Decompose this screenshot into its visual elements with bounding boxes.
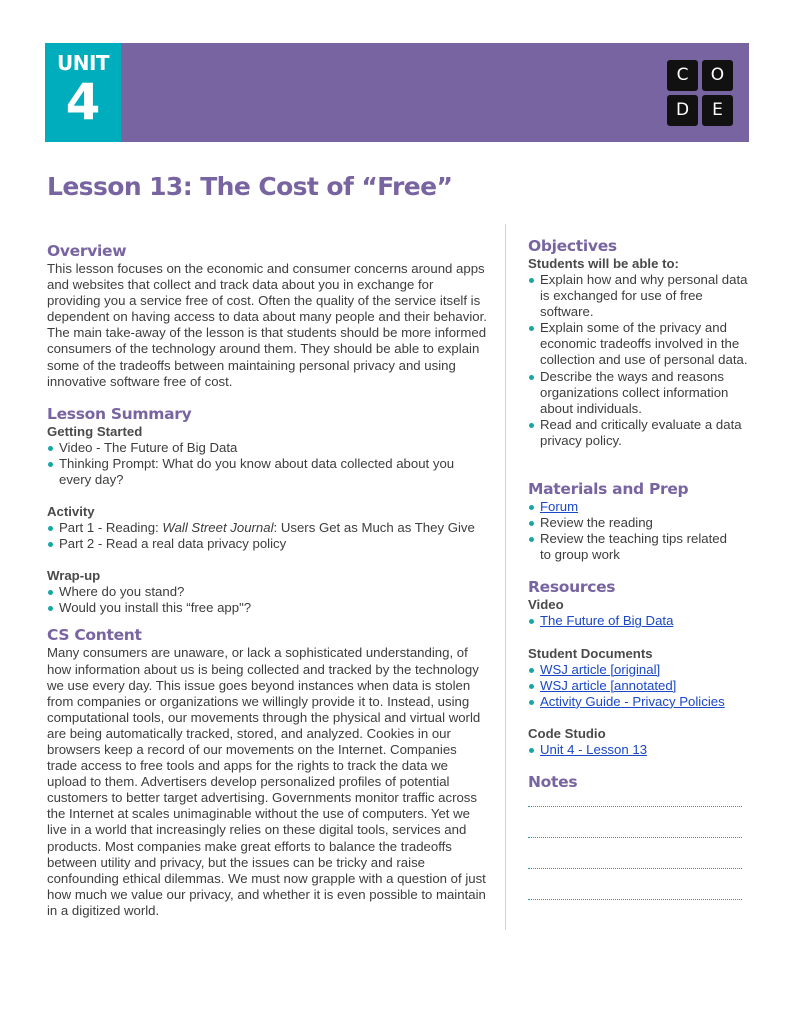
list-item: Review the teaching tips related to group work [528,531,740,563]
unit-badge [45,43,121,142]
unit-number: 4 [65,73,101,131]
list-item: Describe the ways and reasons organizations collect information about individuals. [528,369,748,417]
objectives-heading: Objectives [528,237,617,255]
getting-started-list [47,440,492,488]
logo-tile-o: O [702,60,733,91]
notes-line[interactable] [528,792,742,807]
objectives-section [528,236,748,449]
activity-item-suffix: : Users Get as Much as They Give [273,520,475,536]
list-item: Video - The Future of Big Data [47,440,492,456]
list-item: Would you install this “free app"? [47,600,492,616]
activity-item-prefix: Part 1 - Reading: [59,520,163,536]
list-item [528,499,748,515]
code-logo [667,60,733,126]
cs-content-section [47,625,492,919]
list-item [47,520,492,536]
right-column [528,236,748,900]
cs-content-heading: CS Content [47,626,142,645]
notes-heading: Notes [528,772,578,791]
left-column [47,241,492,919]
wrap-up-heading: Wrap-up [47,568,101,584]
materials-heading: Materials and Prep [528,480,689,499]
logo-tile-d: D [667,95,698,126]
list-item: Read and critically evaluate a data privacy policy. [528,417,748,449]
column-divider [505,224,506,930]
list-item: Part 2 - Read a real data privacy policy [47,536,492,552]
unit-banner [45,43,749,142]
list-item: Explain some of the privacy and economic tradeoffs involved in the collection and use of personal data. [528,320,748,368]
list-item [528,613,748,629]
resources-section [528,577,748,757]
activity-guide-link[interactable]: Activity Guide - Privacy Policies [540,693,725,709]
list-item [528,742,748,758]
list-item [528,694,748,710]
cs-content-text: Many consumers are unaware, or lack a sophisticated understanding, of how information about us is being collected and tracked by the technology we use every day. This issue goes beyond instances when data is stolen from companies or organizations we willingly provide it to. Instead, using computational tools, our movements through the physical and virtual world are being automatically tracked, stored, and analyzed. Cookies in our browsers keep a record of our movements on the Internet. Companies trade access to free tools and apps for the rights to track the data we upload to them. Advertisers develop personalized profiles of potential customers to better target advertising. Governments monitor traffic across the Internet at scales unimaginable without the use of computers. Yet we live in a world that increasingly relies on these digital tools, services and products. Most companies make great efforts to balance the tradeoffs between utility and privacy, but the issues can be tricky and raise confounding ethical dilemmas. We must now grapple with a question of just how much we value our privacy, and whether it is even possible to maintain in a digitized world. [47,645,486,918]
logo-tile-c: C [667,60,698,91]
activity-heading: Activity [47,504,95,520]
objectives-subheading: Students will be able to: [528,256,679,271]
notes-section [528,772,748,900]
overview-text: This lesson focuses on the economic and consumer concerns around apps and websites that collect and track data about you in exchange for providing you a service free of cost. Often the quality of the service itself is dependent on having access to data about many people and their behavior. The main take-away of the lesson is that students should be more informed consumers of the technology around them. They should be able to explain some of the tradeoffs between maintaining personal privacy and using innovative software free of cost. [47,261,487,389]
code-studio-links [528,742,748,758]
student-documents-links [528,662,748,710]
lesson-summary-section [47,404,492,617]
objectives-list [528,272,748,449]
wsj-annotated-link[interactable]: WSJ article [annotated] [540,677,677,693]
materials-list [528,499,748,563]
student-documents-heading: Student Documents [528,645,653,661]
overview-section [47,241,492,390]
logo-tile-e: E [702,95,733,126]
materials-section [528,479,748,563]
overview-heading: Overview [47,242,127,260]
wrap-up-list [47,584,492,616]
code-studio-lesson-link[interactable]: Unit 4 - Lesson 13 [540,741,648,757]
list-item: Explain how and why personal data is exchanged for use of free software. [528,272,748,320]
lesson-summary-heading: Lesson Summary [47,404,192,423]
list-item: Thinking Prompt: What do you know about data collected about you every day? [47,456,469,488]
list-item: Review the reading [528,515,748,531]
video-heading: Video [528,597,564,613]
list-item [528,678,748,694]
video-links [528,613,748,629]
resources-heading: Resources [528,578,616,597]
forum-link[interactable]: Forum [540,499,579,515]
list-item: Where do you stand? [47,584,492,600]
code-studio-heading: Code Studio [528,725,606,741]
activity-list [47,520,492,552]
future-of-big-data-link[interactable]: The Future of Big Data [540,613,674,629]
publication-name: Wall Street Journal [162,520,274,536]
getting-started-heading: Getting Started [47,423,143,439]
unit-label: UNIT [56,51,110,75]
notes-line[interactable] [528,869,742,900]
notes-line[interactable] [528,838,742,869]
list-item [528,662,748,678]
wsj-original-link[interactable]: WSJ article [original] [540,661,661,677]
lesson-title: Lesson 13: The Cost of “Free” [47,172,453,201]
notes-line[interactable] [528,807,742,838]
